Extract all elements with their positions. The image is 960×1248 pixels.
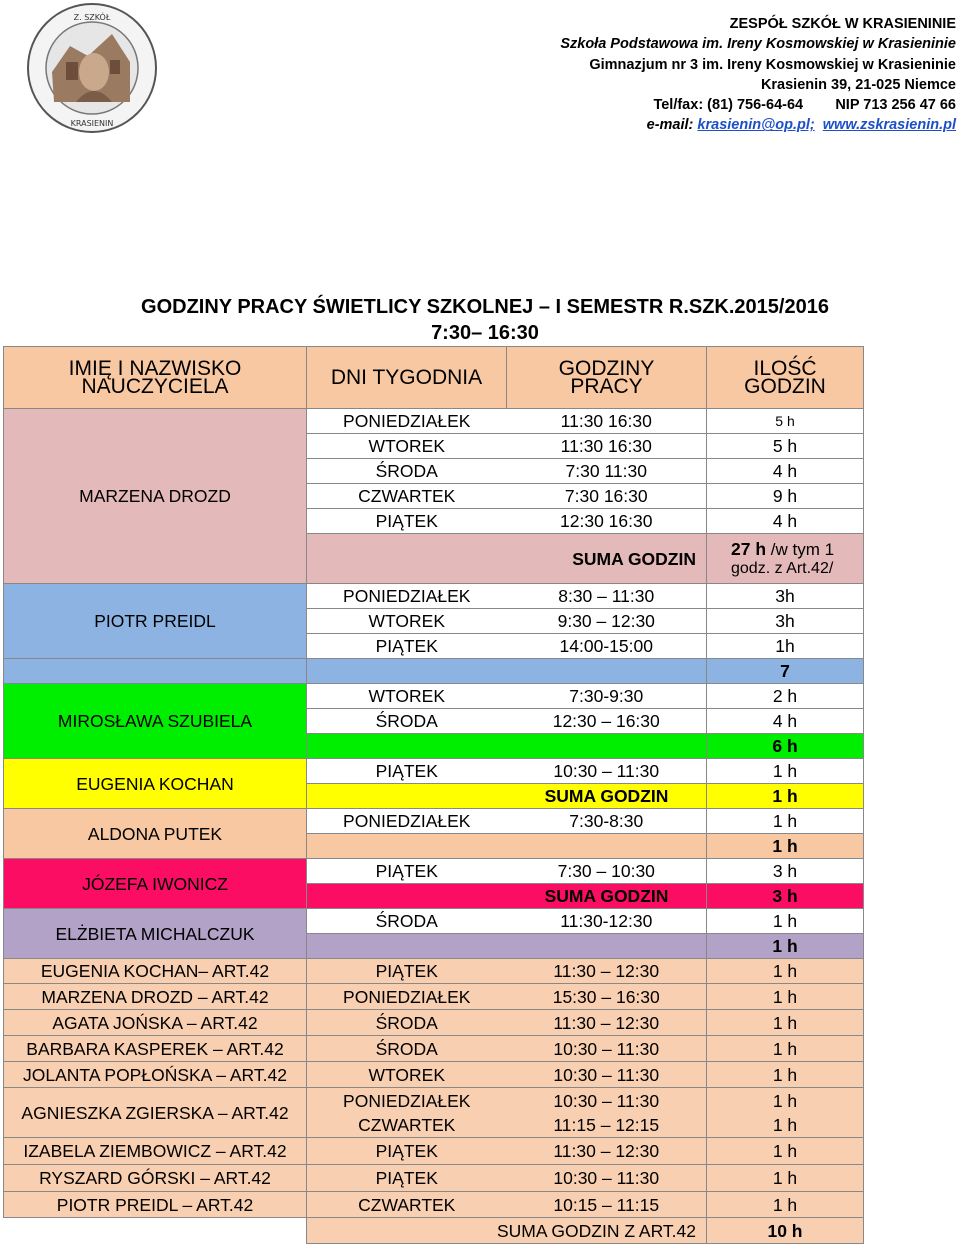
art42-hours-1: 10:30 – 11:30 [553,1090,660,1111]
hours-cell: 7:30-9:30 [507,684,707,709]
art42-sum-label-text: SUMA GODZIN Z ART.42 [496,1220,696,1241]
day-cell: PIĄTEK [307,634,507,659]
primary-school-name: Szkoła Podstawowa im. Ireny Kosmowskiej w Krasieninie [560,36,956,53]
art42-hours: 15:30 – 16:30 [507,984,707,1010]
day-cell: PONIEDZIAŁEK [307,809,507,834]
table-row [4,759,864,784]
art42-teacher: AGNIESZKA ZGIERSKA – ART.42 [4,1088,307,1138]
count-cell: 5 h [707,409,864,434]
sum-label-text: SUMA GODZIN [544,786,669,806]
count-cell: 4 h [707,459,864,484]
count-cell: 2 h [707,684,864,709]
art42-row [4,1062,864,1088]
sum-label-text: SUMA GODZIN [572,548,696,569]
art42-day: PONIEDZIAŁEK [307,984,507,1010]
sum-count-bold: 27 h [731,538,767,559]
art42-hours: 10:30 – 11:30 [507,1036,707,1062]
art42-day: WTOREK [307,1062,507,1088]
art42-count: 1 h [707,1192,864,1218]
art42-count: 1 h [707,1036,864,1062]
sum-label [307,784,707,809]
sum-row [4,659,864,684]
table-row [4,584,864,609]
art42-row [4,1165,864,1192]
sum-label-blank [307,834,707,859]
hours-cell: 7:30 16:30 [507,484,707,509]
gymnasium-name: Gimnazjum nr 3 im. Ireny Kosmowskiej w Krasieninie [589,56,956,73]
art42-teacher: IZABELA ZIEMBOWICZ – ART.42 [4,1138,307,1165]
col-days: DNI TYGODNIA [307,347,507,409]
sum-label [307,534,707,584]
art42-day: PIĄTEK [307,1165,507,1192]
day-cell: CZWARTEK [307,484,507,509]
art42-teacher: PIOTR PREIDL – ART.42 [4,1192,307,1218]
table-row [4,859,864,884]
sum-teacher-blank [4,659,307,684]
table-row [4,684,864,709]
nip: NIP 713 256 47 66 [835,97,956,114]
svg-text:KRASIENIN: KRASIENIN [70,119,114,128]
sum-label-blank [307,659,707,684]
email-label: e-mail: [646,117,694,134]
teacher-name: ELŻBIETA MICHALCZUK [4,909,307,959]
sum-count [707,534,864,584]
teacher-name: JÓZEFA IWONICZ [4,859,307,909]
art42-count: 1 h [707,984,864,1010]
hours-cell: 8:30 – 11:30 [507,584,707,609]
art42-row [4,1036,864,1062]
art42-day: ŚRODA [307,1010,507,1036]
art42-row [4,1192,864,1218]
school-name: ZESPÓŁ SZKÓŁ W KRASIENINIE [729,16,956,32]
count-cell: 1h [707,634,864,659]
website-link[interactable]: www.zskrasienin.pl [822,117,956,134]
art42-row [4,984,864,1010]
art42-hours: 11:30 – 12:30 [507,1138,707,1165]
art42-count: 1 h [707,959,864,984]
count-cell: 3h [707,609,864,634]
art42-teacher: EUGENIA KOCHAN– ART.42 [4,959,307,984]
art42-count: 1 h [707,1010,864,1036]
hours-cell: 11:30-12:30 [507,909,707,934]
art42-day: PIĄTEK [307,959,507,984]
hours-cell: 12:30 16:30 [507,509,707,534]
col-teacher-line2: NAUCZYCIELA [81,374,229,398]
hours-cell: 7:30 – 10:30 [507,859,707,884]
col-count [707,347,864,409]
count-cell: 4 h [707,509,864,534]
teacher-name: ALDONA PUTEK [4,809,307,859]
page-title: GODZINY PRACY ŚWIETLICY SZKOLNEJ – I SEMESTR R.SZK.2015/2016 [141,296,829,318]
day-cell: ŚRODA [307,709,507,734]
count-cell: 1 h [707,759,864,784]
header-row [4,347,864,409]
art42-row [4,959,864,984]
art42-day-1: PONIEDZIAŁEK [343,1090,471,1111]
art42-count-1: 1 h [772,1090,798,1111]
sum-label [307,884,707,909]
day-cell: ŚRODA [307,909,507,934]
art42-row [4,1010,864,1036]
day-cell: PIĄTEK [307,759,507,784]
day-cell: PONIEDZIAŁEK [307,409,507,434]
school-address: Krasienin 39, 21-025 Niemce [760,76,956,93]
art42-row [4,1138,864,1165]
teacher-name: EUGENIA KOCHAN [4,759,307,809]
count-cell: 3h [707,584,864,609]
day-cell: PONIEDZIAŁEK [307,584,507,609]
day-cell: WTOREK [307,684,507,709]
art42-sum-count: 10 h [707,1218,864,1244]
hours-cell: 11:30 16:30 [507,434,707,459]
hours-cell: 14:00-15:00 [507,634,707,659]
day-cell: WTOREK [307,609,507,634]
hours-cell: 11:30 16:30 [507,409,707,434]
hours-cell: 9:30 – 12:30 [507,609,707,634]
day-cell: PIĄTEK [307,509,507,534]
col-count-line2: GODZIN [744,374,826,398]
art42-count: 1 h [707,1138,864,1165]
art42-count-2: 1 h [772,1114,798,1135]
art42-sum-label [307,1218,707,1244]
phone: Tel/fax: (81) 756-64-64 [653,97,804,114]
teacher-name: MIROSŁAWA SZUBIELA [4,684,307,759]
col-teacher-line1: IMIĘ I NAZWISKO [68,356,242,380]
art42-hours: 10:30 – 11:30 [507,1062,707,1088]
hours-cell: 12:30 – 16:30 [507,709,707,734]
count-cell: 5 h [707,434,864,459]
schedule-table [3,346,864,1244]
art42-teacher: AGATA JOŃSKA – ART.42 [4,1010,307,1036]
count-cell: 1 h [707,909,864,934]
col-teacher [4,347,307,409]
art42-count: 1 h [707,1165,864,1192]
art42-count [707,1088,864,1138]
sum-note-1: /w tym 1 [770,539,835,559]
sum-label-text: SUMA GODZIN [544,886,669,906]
sum-label-blank [307,734,707,759]
art42-day [307,1088,507,1138]
art42-hours: 11:30 – 12:30 [507,959,707,984]
art42-day: ŚRODA [307,1036,507,1062]
sum-count: 6 h [707,734,864,759]
sum-count: 1 h [707,784,864,809]
sum-count: 7 [707,659,864,684]
page-subtitle: 7:30– 16:30 [431,322,539,344]
teacher-name: PIOTR PREIDL [4,584,307,659]
art42-day: PIĄTEK [307,1138,507,1165]
school-logo [26,2,158,134]
col-hours-line1: GODZINY [558,356,655,380]
svg-text:Z. SZKÓŁ: Z. SZKÓŁ [73,13,111,22]
col-hours [507,347,707,409]
art42-teacher: BARBARA KASPEREK – ART.42 [4,1036,307,1062]
teacher-name: MARZENA DROZD [4,409,307,584]
count-cell: 3 h [707,859,864,884]
table-row [4,909,864,934]
art42-teacher: RYSZARD GÓRSKI – ART.42 [4,1165,307,1192]
art42-hours-2: 11:15 – 12:15 [553,1114,660,1135]
count-cell: 9 h [707,484,864,509]
col-hours-line2: PRACY [570,374,643,398]
contact-line [560,95,956,115]
email-link[interactable]: krasienin@op.pl; [697,117,815,134]
web-line [560,115,956,135]
day-cell: WTOREK [307,434,507,459]
col-count-line1: ILOŚĆ [753,356,817,380]
art42-hours [507,1088,707,1138]
sum-count: 1 h [707,834,864,859]
art42-day-2: CZWARTEK [358,1114,456,1135]
art42-row [4,1088,864,1138]
day-cell: ŚRODA [307,459,507,484]
art42-sum-blank [4,1218,307,1244]
sum-note-2: godz. z Art.42/ [731,559,834,577]
art42-hours: 10:30 – 11:30 [507,1165,707,1192]
hours-cell: 7:30 11:30 [507,459,707,484]
table-row [4,409,864,434]
art42-sum-row [4,1218,864,1244]
count-cell: 4 h [707,709,864,734]
day-cell: PIĄTEK [307,859,507,884]
art42-count: 1 h [707,1062,864,1088]
sum-count: 1 h [707,934,864,959]
art42-teacher: MARZENA DROZD – ART.42 [4,984,307,1010]
sum-count: 3 h [707,884,864,909]
school-header [560,14,956,136]
hours-cell: 10:30 – 11:30 [507,759,707,784]
hours-cell: 7:30-8:30 [507,809,707,834]
art42-hours: 11:30 – 12:30 [507,1010,707,1036]
table-row [4,809,864,834]
art42-hours: 10:15 – 11:15 [507,1192,707,1218]
art42-teacher: JOLANTA POPŁOŃSKA – ART.42 [4,1062,307,1088]
sum-label-blank [307,934,707,959]
art42-day: CZWARTEK [307,1192,507,1218]
count-cell: 1 h [707,809,864,834]
